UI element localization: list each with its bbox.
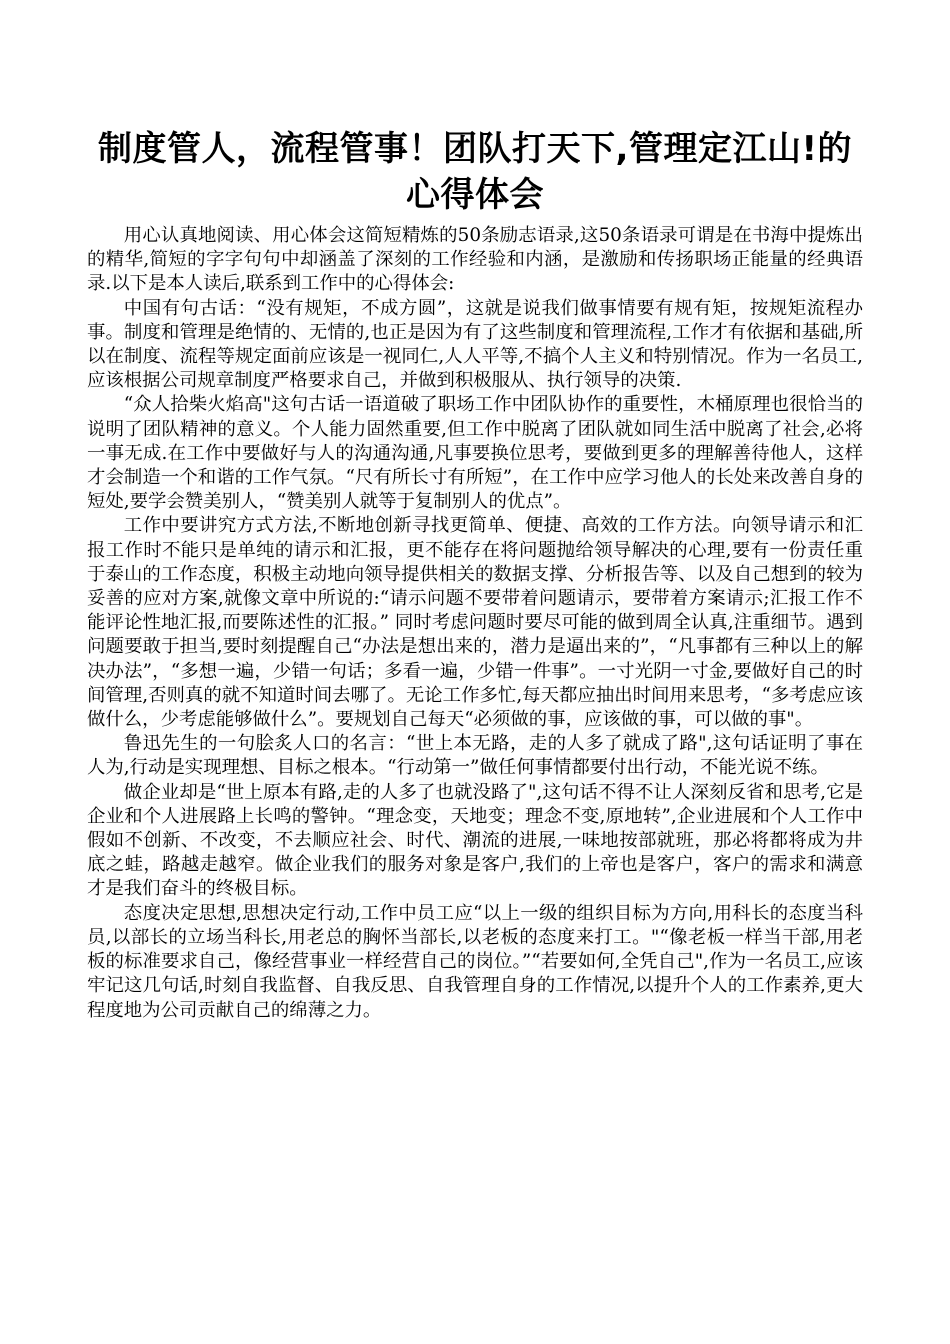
paragraph-teamwork: “众人拾柴火焰高"这句古话一语道破了职场工作中团队协作的重要性，木桶原理也很恰当的说明了团队精神的意义。个人能力固然重要,但工作中脱离了团队就如同生活中脱离了社会,必将一事无成.在工作中要做好与人的沟通沟通,凡事要换位思考，要做到更多的理解善待他人，这样才会制造一个和谐的工作气氛。“尺有所长寸有所短”，在工作中应学习他人的长处来改善自身的短处,要学会赞美别人，“赞美别人就等于复制别人的优点”。 bbox=[87, 394, 863, 513]
paragraph-methods: 工作中要讲究方式方法,不断地创新寻找更简单、便捷、高效的工作方法。向领导请示和汇报工作时不能只是单纯的请示和汇报，更不能存在将问题抛给领导解决的心理,要有一份责任重于泰山的工作态度，积极主动地向领导提供相关的数据支撑、分析报告等、以及自己想到的较为妥善的应对方案,就像文章中所说的:“请示问题不要带着问题请示，要带着方案请示;汇报工作不能评论性地汇报,而要陈述性的汇报。” 同时考虑问题时要尽可能的做到周全认真,注重细节。遇到问题要敢于担当,要时刻提醒自己“办法是想出来的，潜力是逼出来的”，“凡事都有三种以上的解决办法”，“多想一遍，少错一句话；多看一遍，少错一件事”。一寸光阴一寸金,要做好自己的时间管理,否则真的就不知道时间去哪了。无论工作多忙,每天都应抽出时间用来思考，“多考虑应该做什么，少考虑能够做什么”。要规划自己每天“必须做的事，应该做的事，可以做的事"。 bbox=[87, 515, 863, 731]
title-line-1: 制度管人，流程管事！团队打天下,管理定江山!的 bbox=[98, 129, 852, 169]
paragraph-intro: 用心认真地阅读、用心体会这简短精炼的50条励志语录,这50条语录可谓是在书海中提炼出的精华,简短的字字句句中却涵盖了深刻的工作经验和内涵，是激励和传扬职场正能量的经典语录.以下是本人读后,联系到工作中的心得体会: bbox=[87, 225, 863, 295]
paragraph-enterprise: 做企业却是“世上原本有路,走的人多了也就没路了",这句话不得不让人深刻反省和思考,它是企业和个人进展路上长鸣的警钟。“理念变，天地变；理念不变,原地转”,企业进展和个人工作中假如不创新、不改变，不去顺应社会、时代、潮流的进展,一味地按部就班，那必将都将成为井底之蛙，路越走越窄。做企业我们的服务对象是客户,我们的上帝也是客户，客户的需求和满意才是我们奋斗的终极目标。 bbox=[87, 781, 863, 900]
paragraph-action: 鲁迅先生的一句脍炙人口的名言：“世上本无路，走的人多了就成了路",这句话证明了事在人为,行动是实现理想、目标之根本。“行动第一”做任何事情都要付出行动，不能光说不练。 bbox=[87, 733, 863, 779]
document-body bbox=[87, 224, 863, 1023]
document-title bbox=[87, 126, 863, 218]
paragraph-rules: 中国有句古话：“没有规矩，不成方圆”，这就是说我们做事情要有规有矩，按规矩流程办事。制度和管理是绝情的、无情的,也正是因为有了这些制度和管理流程,工作才有依据和基础,所以在制度、流程等规定面前应该是一视同仁,人人平等,不搞个人主义和特别情况。作为一名员工,应该根据公司规章制度严格要求自己，并做到积极服从、执行领导的决策. bbox=[87, 297, 863, 392]
title-line-2: 心得体会 bbox=[406, 175, 544, 215]
paragraph-attitude: 态度决定思想,思想决定行动,工作中员工应“以上一级的组织目标为方向,用科长的态度当科员,以部长的立场当科长,用老总的胸怀当部长,以老板的态度来打工。"“像老板一样当干部,用老板的标准要求自己，像经营事业一样经营自己的岗位。”“若要如何,全凭自己",作为一名员工,应该牢记这几句话,时刻自我监督、自我反思、自我管理自身的工作情况,以提升个人的工作素养,更大程度地为公司贡献自己的绵薄之力。 bbox=[87, 902, 863, 1021]
